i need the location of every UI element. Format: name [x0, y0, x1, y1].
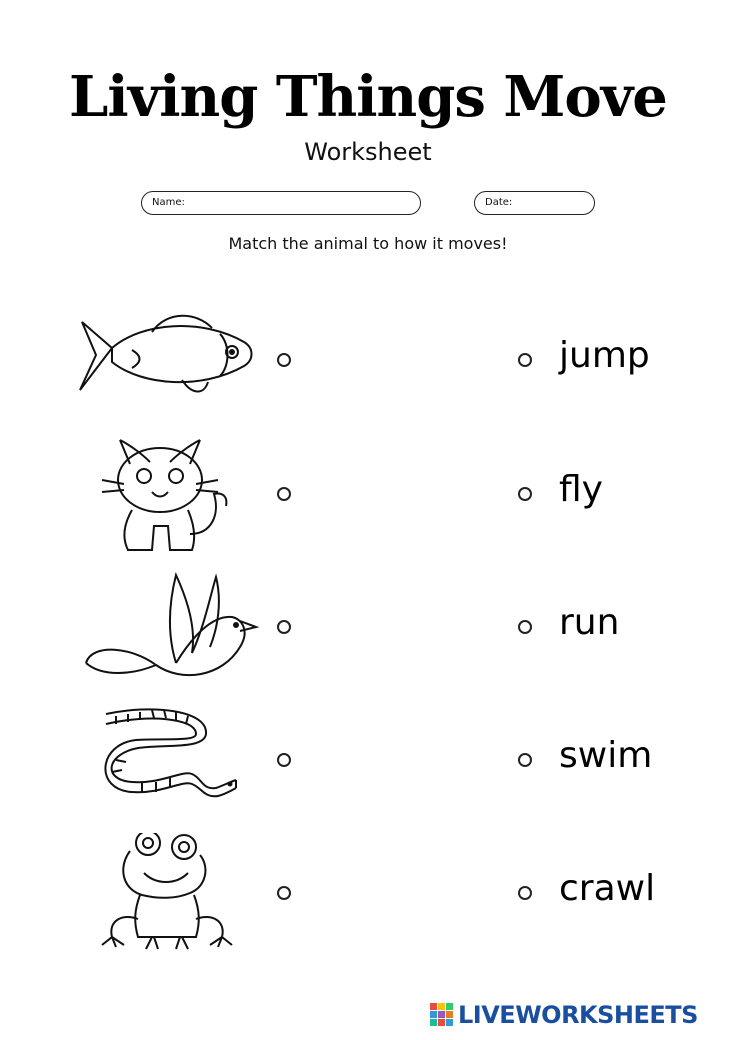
brand-text: LIVEWORKSHEETS — [458, 1001, 698, 1029]
match-row — [0, 434, 736, 554]
bird-icon — [72, 567, 272, 687]
match-row — [0, 700, 736, 820]
name-field[interactable] — [141, 191, 421, 215]
page-title: Living Things Move — [69, 64, 667, 130]
animal-connector-dot[interactable] — [277, 487, 291, 501]
word-connector-dot[interactable] — [518, 753, 532, 767]
match-row — [0, 833, 736, 953]
match-row — [0, 567, 736, 687]
word-connector-dot[interactable] — [518, 620, 532, 634]
animal-connector-dot[interactable] — [277, 886, 291, 900]
movement-word: run — [559, 602, 620, 643]
liveworksheets-icon — [430, 1003, 454, 1027]
date-label: Date: — [485, 197, 513, 208]
movement-word: jump — [559, 335, 650, 376]
animal-connector-dot[interactable] — [277, 753, 291, 767]
movement-word: fly — [559, 469, 603, 510]
date-field[interactable] — [474, 191, 595, 215]
frog-icon — [72, 833, 272, 953]
name-input[interactable] — [190, 194, 414, 213]
match-row — [0, 300, 736, 420]
word-connector-dot[interactable] — [518, 487, 532, 501]
snake-icon — [72, 700, 272, 820]
fish-icon — [72, 300, 272, 420]
word-connector-dot[interactable] — [518, 886, 532, 900]
movement-word: swim — [559, 735, 653, 776]
animal-connector-dot[interactable] — [277, 353, 291, 367]
cat-icon — [72, 434, 272, 554]
instructions: Match the animal to how it moves! — [228, 234, 508, 253]
liveworksheets-logo — [430, 1000, 698, 1030]
name-label: Name: — [152, 197, 185, 208]
date-input[interactable] — [519, 194, 593, 213]
movement-word: crawl — [559, 868, 656, 909]
animal-connector-dot[interactable] — [277, 620, 291, 634]
page-subtitle: Worksheet — [304, 138, 432, 166]
word-connector-dot[interactable] — [518, 353, 532, 367]
